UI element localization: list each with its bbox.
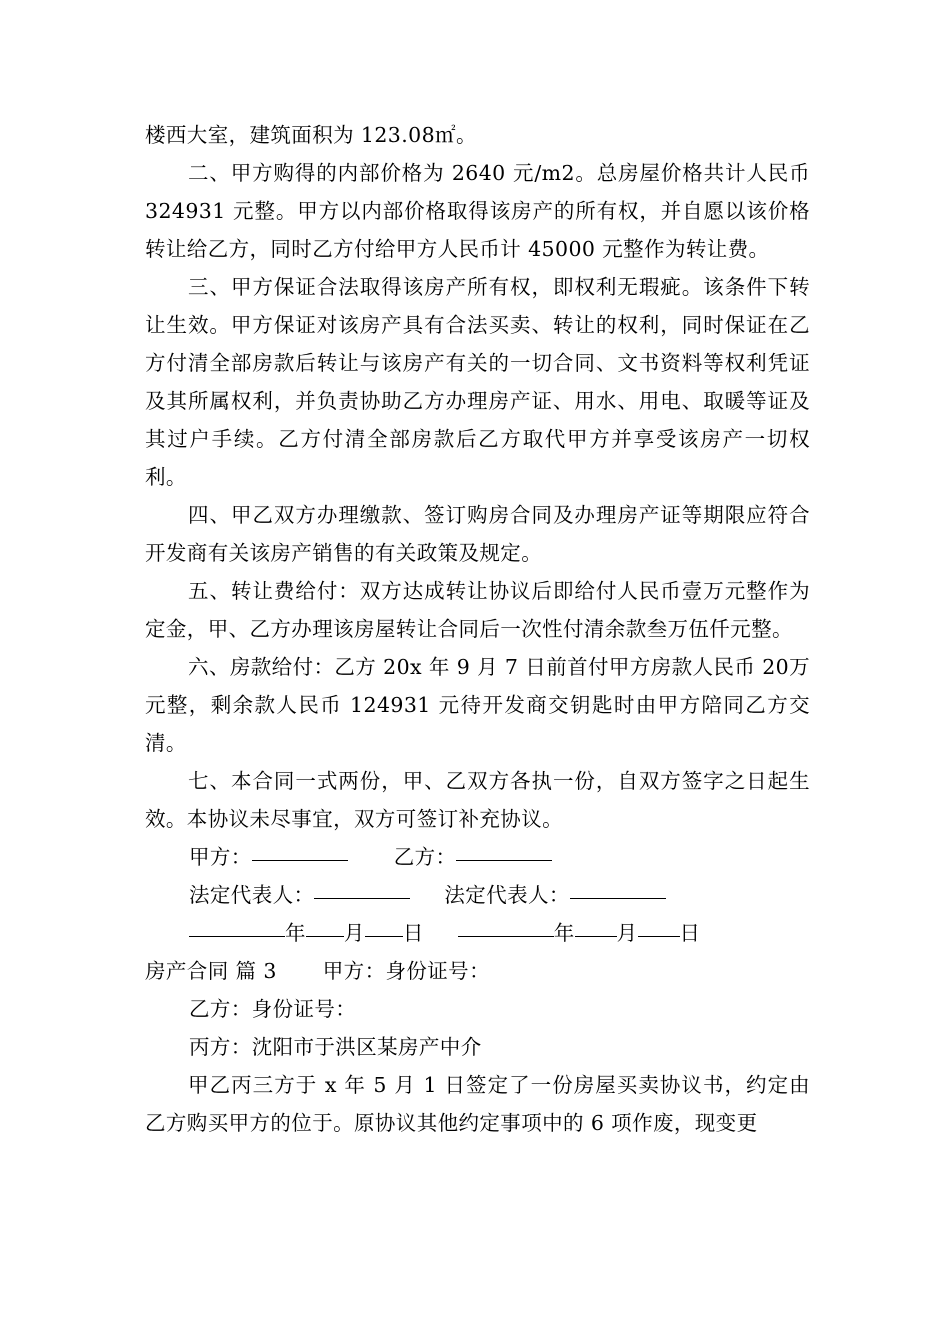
signature-date-row <box>145 914 810 952</box>
paragraph-payment: 六、房款给付：乙方 20x 年 9 月 7 日前首付甲方房款人民币 20万元整，剩余款人民币 124931 元待开发商交钥匙时由甲方陪同乙方交清。 <box>145 655 810 755</box>
document-body <box>145 116 810 1142</box>
signature-parties-row <box>145 838 810 876</box>
signature-reps-row <box>145 876 810 914</box>
rep-b-blank <box>570 876 666 899</box>
year-a-blank <box>189 914 285 937</box>
year-b-label: 年 <box>553 921 575 945</box>
party-b-blank <box>456 838 552 861</box>
paragraph-area: 楼西大室，建筑面积为 123.08㎡。 <box>145 123 477 147</box>
party-b-label: 乙方： <box>393 845 457 869</box>
paragraph-copies: 七、本合同一式两份，甲、乙双方各执一份，自双方签字之日起生效。本协议未尽事宜，双方可签订补充协议。 <box>145 769 810 831</box>
contract3-heading: 房产合同 篇 3 <box>145 959 277 983</box>
contract3-party-b: 乙方：身份证号： <box>189 997 357 1021</box>
month-a-blank <box>306 914 344 937</box>
party-a-blank <box>252 838 348 861</box>
month-a-label: 月 <box>343 921 365 945</box>
rep-b-label: 法定代表人： <box>444 883 570 907</box>
day-a-blank <box>365 914 403 937</box>
month-b-blank <box>575 914 617 937</box>
day-b-label: 日 <box>679 921 701 945</box>
contract3-intro: 甲乙丙三方于 x 年 5 月 1 日签定了一份房屋买卖协议书，约定由乙方购买甲方的位于。原协议其他约定事项中的 6 项作废，现变更 <box>145 1073 810 1135</box>
paragraph-transfer-fee: 五、转让费给付：双方达成转让协议后即给付人民币壹万元整作为定金，甲、乙方办理该房屋转让合同后一次性付清余款叁万伍仟元整。 <box>145 579 810 641</box>
paragraph-deadline: 四、甲乙双方办理缴款、签订购房合同及办理房产证等期限应符合开发商有关该房产销售的有关政策及规定。 <box>145 503 810 565</box>
contract3-party-a: 甲方：身份证号： <box>322 959 490 983</box>
day-b-blank <box>638 914 680 937</box>
paragraph-price: 二、甲方购得的内部价格为 2640 元/m2。总房屋价格共计人民币 324931 元整。甲方以内部价格取得该房产的所有权，并自愿以该价格转让给乙方，同时乙方付给甲方人民币计 45000 元整作为转让费。 <box>145 161 810 261</box>
day-a-label: 日 <box>402 921 424 945</box>
party-a-label: 甲方： <box>189 845 252 869</box>
rep-a-blank <box>314 876 410 899</box>
rep-a-label: 法定代表人： <box>189 883 315 907</box>
contract3-party-c: 丙方：沈阳市于洪区某房产中介 <box>189 1035 482 1059</box>
paragraph-ownership: 三、甲方保证合法取得该房产所有权，即权利无瑕疵。该条件下转让生效。甲方保证对该房产具有合法买卖、转让的权利，同时保证在乙方付清全部房款后转让与该房产有关的一切合同、文书资料等权利凭证及其所属权利，并负责协助乙方办理房产证、用水、用电、取暖等证及其过户手续。乙方付清全部房款后乙方取代甲方并享受该房产一切权利。 <box>145 275 810 489</box>
contract3-heading-row <box>145 952 810 990</box>
year-b-blank <box>458 914 554 937</box>
year-a-label: 年 <box>285 921 306 945</box>
month-b-label: 月 <box>616 921 638 945</box>
